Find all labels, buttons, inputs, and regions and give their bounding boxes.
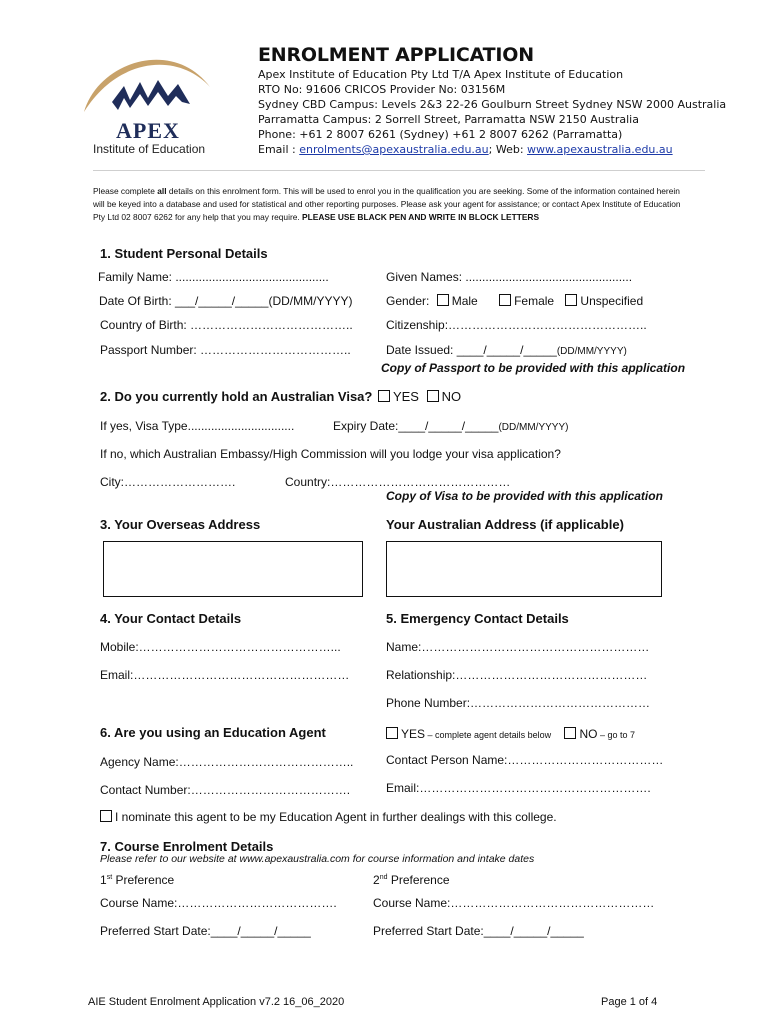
pref2-text: Preference — [387, 873, 450, 887]
agent-no-note: – go to 7 — [597, 730, 635, 740]
intro-text-caps: PLEASE USE BLACK PEN AND WRITE IN BLOCK LETTERS — [302, 212, 540, 222]
section-4-title: 4. Your Contact Details — [100, 611, 242, 626]
visa-expiry-text: Expiry Date:____/_____/_____ — [333, 419, 499, 433]
contact-person-field[interactable]: Contact Person Name:………………………………… — [386, 753, 664, 767]
header-company: Apex Institute of Education Pty Ltd T/A Apex Institute of Education — [258, 68, 624, 81]
citizenship-field[interactable]: Citizenship:………………………………………….. — [386, 318, 647, 332]
unspecified-checkbox[interactable] — [565, 294, 577, 306]
pref1-sup: st — [106, 874, 113, 881]
overseas-address-box[interactable] — [103, 541, 363, 597]
email-label: Email : — [258, 143, 300, 156]
gender-label: Gender: — [386, 294, 430, 308]
passport-number-field[interactable]: Passport Number: ……………………………….. — [100, 343, 351, 357]
header-phone: Phone: +61 2 8007 6261 (Sydney) +61 2 8007 6262 (Parramatta) — [258, 128, 623, 141]
start-date-1-field[interactable]: Preferred Start Date:____/_____/_____ — [100, 924, 311, 938]
email-field[interactable]: Email:……………………………………………… — [100, 668, 350, 682]
embassy-question: If no, which Australian Embassy/High Commission will you lodge your visa application? — [100, 447, 561, 461]
visa-type-field[interactable]: If yes, Visa Type................................ — [100, 419, 295, 433]
agent-email-field[interactable]: Email:…………………………………………………. — [386, 781, 651, 795]
section-6-title: 6. Are you using an Education Agent — [100, 725, 326, 740]
header-rto: RTO No: 91606 CRICOS Provider No: 03156M — [258, 83, 506, 96]
course-name-2-field[interactable]: Course Name:…………………………………………… — [373, 896, 655, 910]
visa-no-label: NO — [441, 389, 462, 404]
footer-page-number: Page 1 of 4 — [601, 996, 658, 1008]
email-link[interactable]: enrolments@apexaustralia.edu.au — [299, 143, 489, 156]
male-checkbox[interactable] — [437, 294, 449, 306]
nominate-row — [100, 810, 557, 824]
header-contact-line — [258, 143, 673, 156]
passport-note: Copy of Passport to be provided with this application — [381, 361, 686, 375]
emergency-name-field[interactable]: Name:………………………………………………… — [386, 640, 650, 654]
agent-no-label: NO — [579, 727, 598, 741]
emergency-phone-field[interactable]: Phone Number:……………………………………… — [386, 696, 651, 710]
agent-yes-note: – complete agent details below — [425, 730, 552, 740]
country-field[interactable]: Country:……………………………………… — [285, 475, 511, 489]
country-of-birth-field[interactable]: Country of Birth: ………………………………….. — [100, 318, 353, 332]
course-name-1-field[interactable]: Course Name:…………………………………. — [100, 896, 337, 910]
first-preference-label — [100, 873, 174, 887]
agent-yes-label: YES — [401, 727, 426, 741]
gender-group — [386, 294, 643, 308]
agent-yes-checkbox[interactable] — [386, 727, 398, 739]
agent-no-checkbox[interactable] — [564, 727, 576, 739]
agent-options — [386, 727, 635, 741]
male-label: Male — [451, 294, 478, 308]
course-info-note: Please refer to our website at www.apexaustralia.com for course information and intake dates — [100, 853, 535, 865]
pref1-num: 1 — [100, 873, 107, 887]
footer-version: AIE Student Enrolment Application v7.2 16_06_2020 — [88, 996, 345, 1008]
header-divider — [93, 170, 705, 171]
visa-yes-label: YES — [392, 389, 419, 404]
date-issued-format: (DD/MM/YYYY) — [556, 346, 627, 357]
nominate-text: I nominate this agent to be my Education Agent in further dealings with this college. — [115, 810, 557, 824]
date-issued-text: Date Issued: ____/_____/_____ — [386, 343, 557, 357]
header-parramatta-campus: Parramatta Campus: 2 Sorrell Street, Parramatta NSW 2150 Australia — [258, 113, 639, 126]
contact-number-field[interactable]: Contact Number:…………………………………. — [100, 783, 351, 797]
section-2-question: 2. Do you currently hold an Australian Visa? — [100, 389, 373, 404]
section-3-title: 3. Your Overseas Address — [100, 517, 261, 532]
logo-subtitle: Institute of Education — [93, 142, 206, 156]
female-checkbox[interactable] — [499, 294, 511, 306]
unspecified-label: Unspecified — [580, 294, 644, 308]
visa-yes-checkbox[interactable] — [378, 390, 390, 402]
date-issued-field[interactable] — [386, 343, 627, 357]
pref2-num: 2 — [373, 873, 380, 887]
mobile-field[interactable]: Mobile:…………………………………………... — [100, 640, 341, 654]
pref2-sup: nd — [379, 874, 388, 881]
relationship-field[interactable]: Relationship:………………………………………… — [386, 668, 648, 682]
intro-text-a: Please complete — [93, 186, 158, 196]
web-label: ; Web: — [488, 143, 528, 156]
visa-expiry-format: (DD/MM/YYYY) — [498, 422, 569, 433]
city-field[interactable]: City:………………………. — [100, 475, 236, 489]
australian-address-title: Your Australian Address (if applicable) — [386, 517, 624, 532]
given-names-field[interactable]: Given Names: .................................................. — [386, 270, 633, 284]
family-name-field[interactable]: Family Name: .............................................. — [98, 270, 329, 284]
section-5-title: 5. Emergency Contact Details — [386, 611, 569, 626]
intro-text-b: details on this enrolment form. This will be used to enrol you in the qualification you are seeking. Some of the information contained herein will be keyed into a database and used for statistical and other reporting purposes. Please ask your agent for assistance; or contact Apex Institute of Education Pty Ltd 02 8007 6262 for any help that you may require. — [93, 186, 681, 222]
intro-text-bold: all — [157, 186, 167, 196]
visa-note: Copy of Visa to be provided with this application — [386, 489, 663, 503]
nominate-checkbox[interactable] — [100, 810, 112, 822]
female-label: Female — [514, 294, 555, 308]
section-2-title — [100, 389, 461, 404]
section-7-title: 7. Course Enrolment Details — [100, 839, 274, 854]
page-title: ENROLMENT APPLICATION — [258, 44, 534, 66]
visa-no-checkbox[interactable] — [427, 390, 439, 402]
agency-name-field[interactable]: Agency Name:…………………………………….. — [100, 755, 354, 769]
visa-expiry-field[interactable] — [333, 419, 568, 433]
pref1-text: Preference — [112, 873, 175, 887]
dob-field[interactable]: Date Of Birth: ___/_____/_____(DD/MM/YYYY) — [99, 294, 353, 308]
section-1-title: 1. Student Personal Details — [100, 246, 268, 261]
logo-wave — [112, 80, 190, 110]
second-preference-label — [373, 873, 450, 887]
start-date-2-field[interactable]: Preferred Start Date:____/_____/_____ — [373, 924, 584, 938]
australian-address-box[interactable] — [386, 541, 662, 597]
intro-paragraph — [93, 185, 693, 224]
website-link[interactable]: www.apexaustralia.edu.au — [527, 143, 673, 156]
header-sydney-campus: Sydney CBD Campus: Levels 2&3 22-26 Goulburn Street Sydney NSW 2000 Australia — [258, 98, 727, 111]
logo-wordmark: APEX — [116, 118, 180, 143]
